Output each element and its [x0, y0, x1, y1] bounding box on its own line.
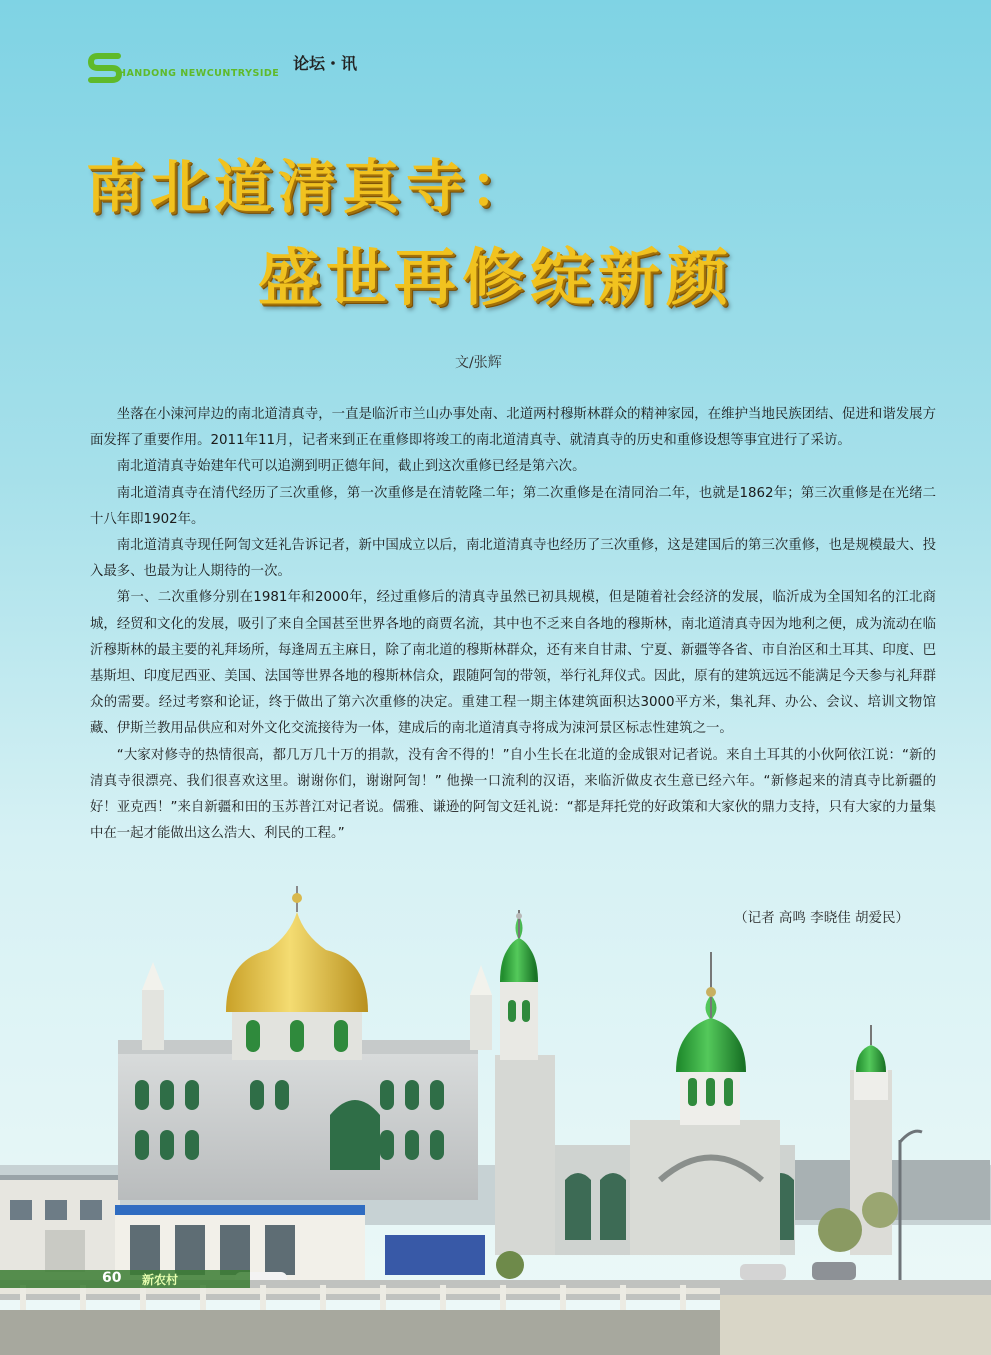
- headline-line-2: 盛世再修绽新颜: [258, 241, 735, 314]
- byline: 文/张辉: [455, 355, 502, 371]
- page-header: [88, 50, 388, 86]
- paragraph: 第一、二次重修分别在1981年和2000年，经过重修后的清真寺虽然已初具规模，但是随着社会经济的发展，临沂成为全国知名的江北商城，经贸和文化的发展，吸引了来自全国甚至世界各地的商贾名流，其中也不乏来自各地的穆斯林，南北道清真寺因为地利之便，成为流动在临沂穆斯林的最主要的礼拜场所，每逢周五主麻日，除了南北道的穆斯林群众，还有来自甘肃、宁夏、新疆等各省、市自治区和土耳其、印度、巴基斯坦、印度尼西亚、美国、法国等世界各地的穆斯林信众，跟随阿訇的带领，举行礼拜仪式。因此，原有的建筑远远不能满足今天参与礼拜群众的需要。经过考察和论证，终于做出了第六次重修的决定。重建工程一期主体建筑面积达3000平方米，集礼拜、办公、会议、培训文物馆藏、伊斯兰教用品供应和对外文化交流接待为一体，建成后的南北道清真寺将成为涑河景区标志性建筑之一。: [90, 590, 936, 737]
- s-logo-icon: [88, 50, 122, 84]
- page-footer: [90, 1270, 350, 1290]
- reporter-credit: （记者 高鸣 李晓佳 胡爱民）: [734, 910, 909, 926]
- article-body: [90, 402, 936, 847]
- paragraph: 南北道清真寺始建年代可以追溯到明正德年间，截止到这次重修已经是第六次。: [116, 459, 586, 475]
- footer-brand: 新农村: [142, 1273, 179, 1287]
- paragraph: 南北道清真寺现任阿訇文廷礼告诉记者，新中国成立以后，南北道清真寺也经历了三次重修，这是建国后的第三次重修，也是规模最大、投入最多、也最为让人期待的一次。: [90, 538, 936, 580]
- paragraph: “大家对修寺的热情很高，都几万几十万的捐款，没有舍不得的！”自小生长在北道的金成银对记者说。来自土耳其的小伙阿依江说：“新的清真寺很漂亮、我们很喜欢这里。谢谢你们，谢谢阿訇！” 他操一口流利的汉语，来临沂做皮衣生意已经六年。“新修起来的清真寺比新疆的好！亚克西！”来自新疆和田的玉苏普江对记者说。儒雅、谦逊的阿訇文廷礼说：“都是拜托党的好政策和大家伙的鼎力支持，只有大家的力量集中在一起才能做出这么浩大、利民的工程。”: [90, 747, 936, 842]
- brand-english: HANDONG NEWCUNTRYSIDE: [118, 68, 280, 79]
- column-name: 论坛・讯: [293, 54, 358, 73]
- headline-line-1: 南北道清真寺：: [86, 153, 535, 221]
- paragraph: 坐落在小涑河岸边的南北道清真寺，一直是临沂市兰山办事处南、北道两村穆斯林群众的精神家园，在维护当地民族团结、促进和谐发展方面发挥了重要作用。2011年11月，记者来到正在重修即将竣工的南北道清真寺、就清真寺的历史和重修设想等事宜进行了采访。: [90, 407, 936, 449]
- page-number: 60: [102, 1270, 122, 1286]
- paragraph: 南北道清真寺在清代经历了三次重修，第一次重修是在清乾隆二年；第二次重修是在清同治二年，也就是1862年；第三次重修是在光绪二十八年即1902年。: [90, 485, 936, 527]
